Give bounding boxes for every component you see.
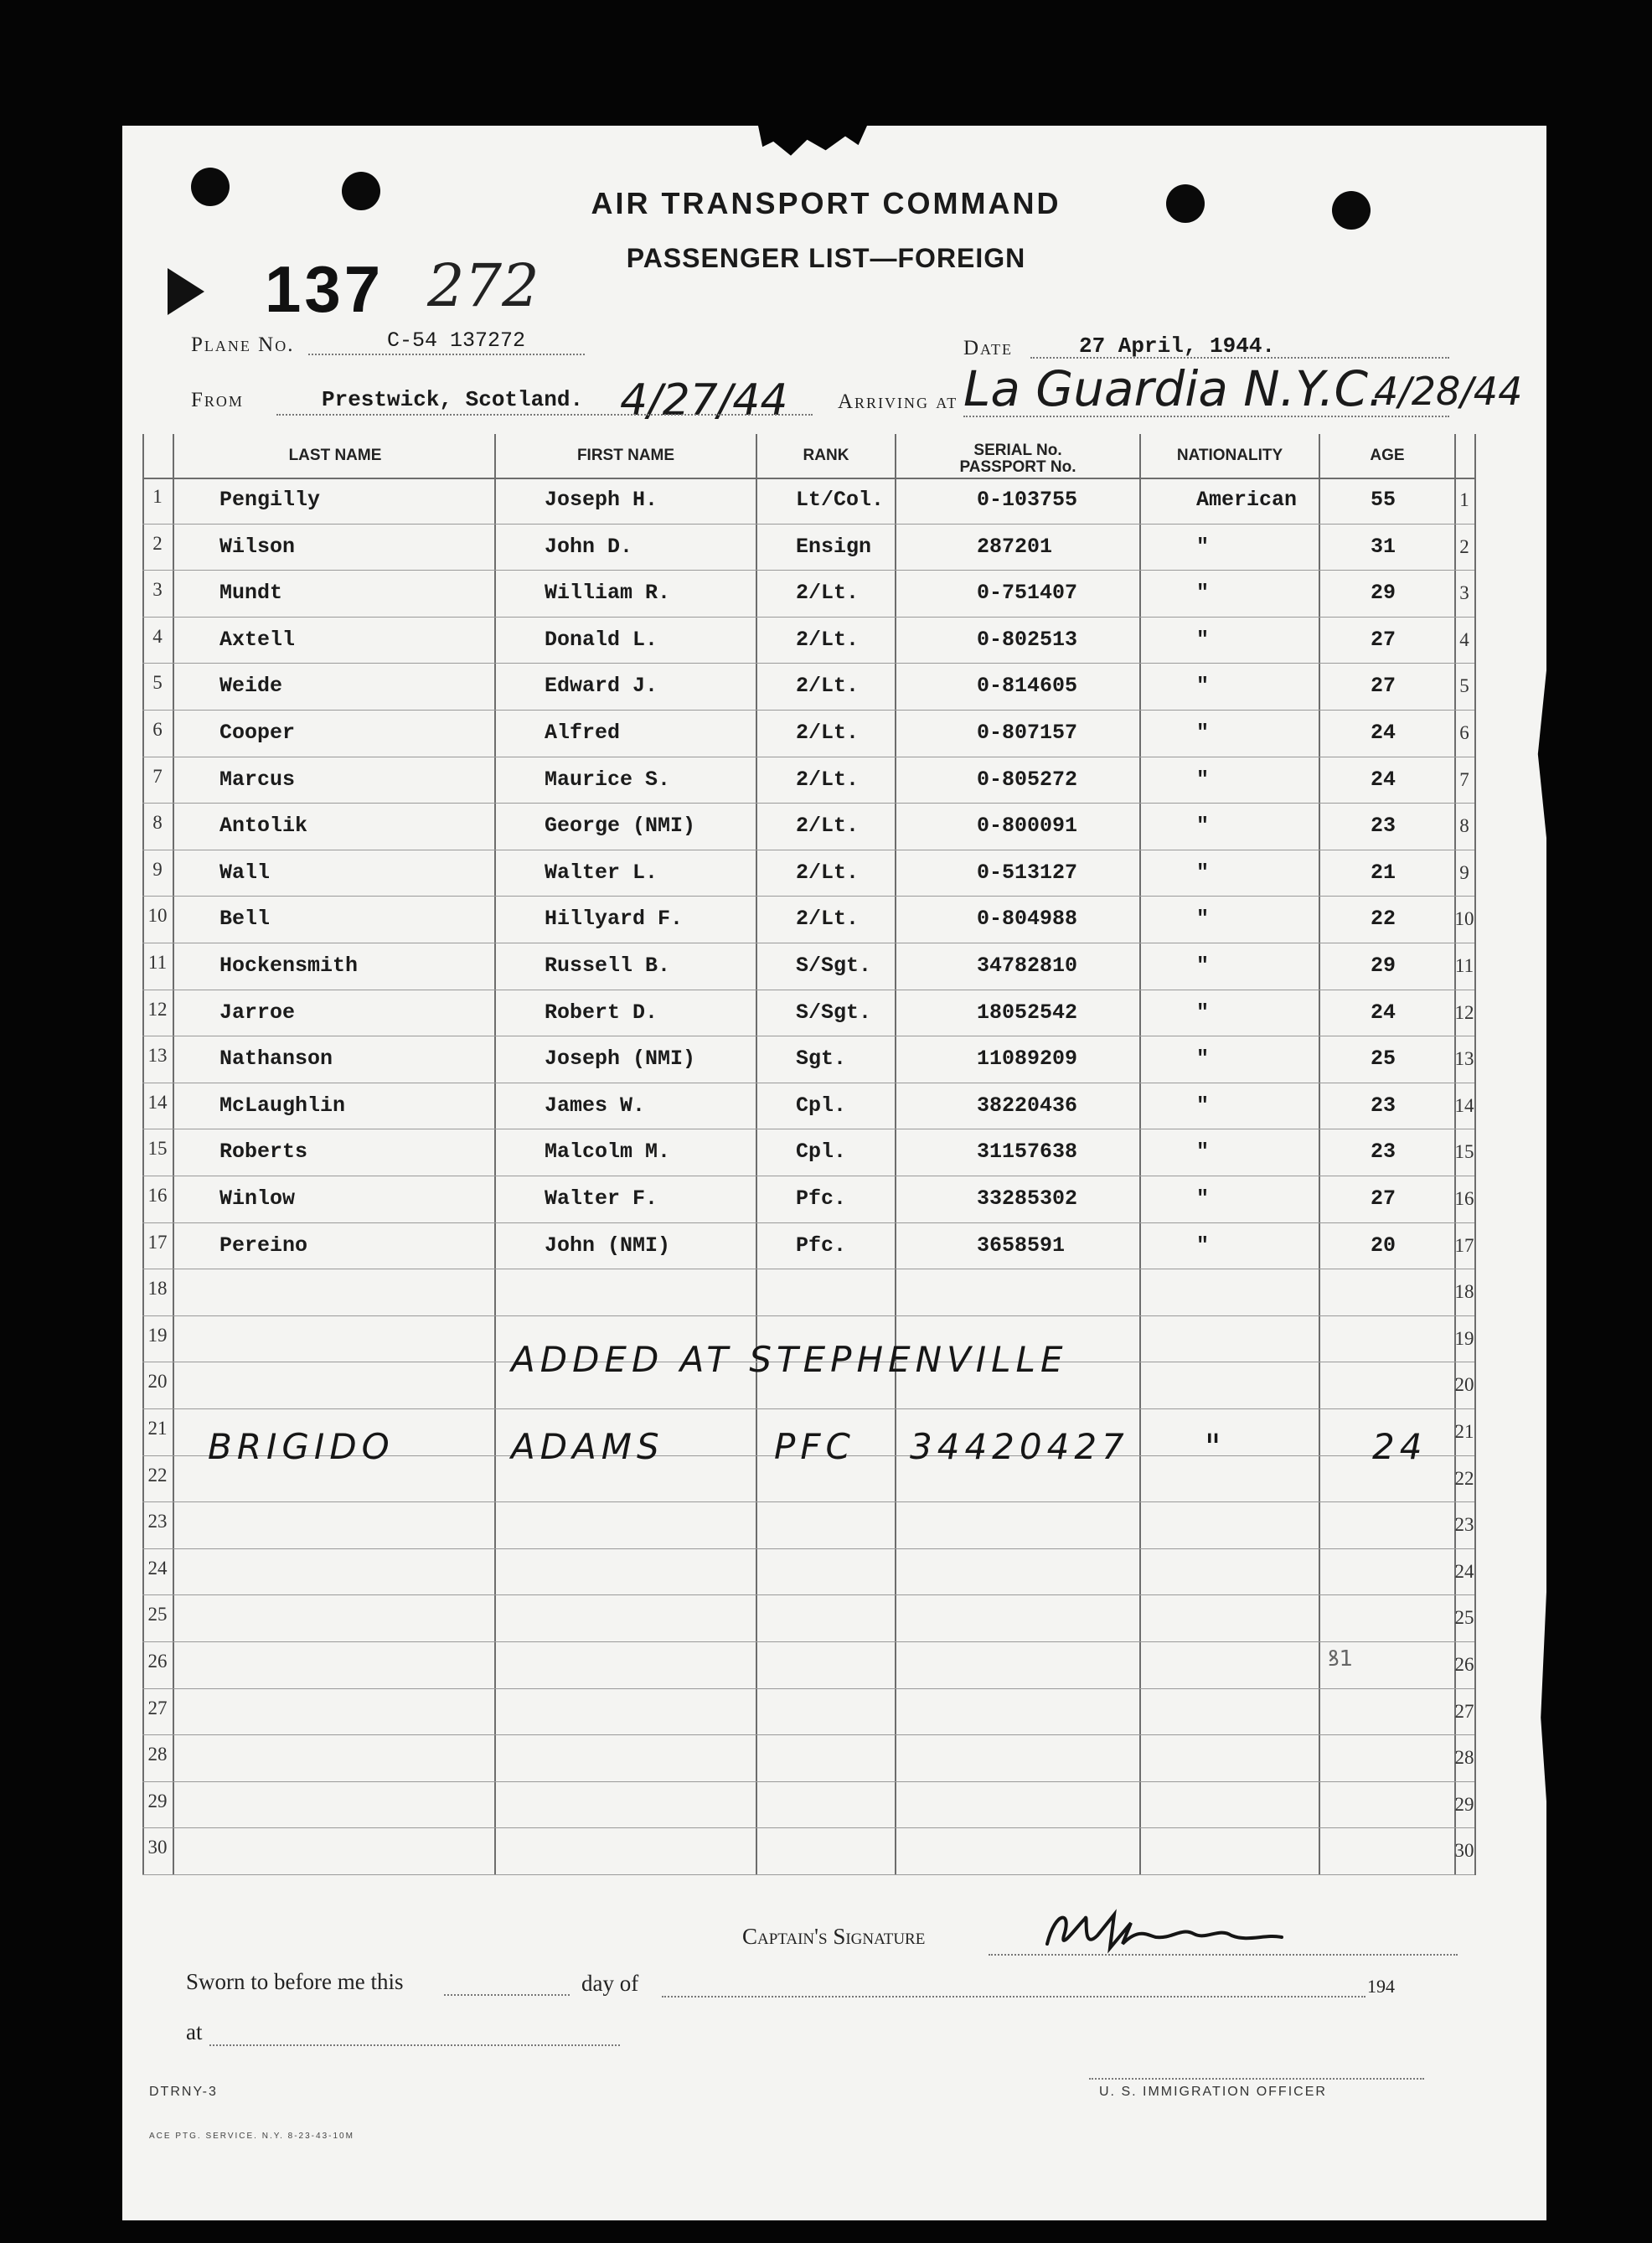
cell-first: Edward J. [545, 674, 658, 699]
cell-rank: Pfc. [796, 1233, 847, 1258]
cell-age: 27 [1371, 1186, 1396, 1211]
row-number-right: 12 [1454, 1001, 1474, 1023]
captain-signature [1039, 1902, 1290, 1961]
plane-underline [308, 354, 585, 355]
captain-signature-line [989, 1954, 1458, 1956]
passenger-table [142, 434, 1474, 1875]
cell-rank: Pfc. [796, 1186, 847, 1211]
table-row [142, 850, 1474, 897]
stamped-number: 137 [265, 252, 385, 326]
cell-first: Malcolm M. [545, 1140, 671, 1165]
cell-rank: Sgt. [796, 1047, 847, 1072]
cell-last: Roberts [219, 1140, 308, 1165]
from-handwritten-date: 4/27/44 [620, 375, 788, 426]
table-row [142, 804, 1474, 850]
cell-first: Joseph (NMI) [545, 1047, 696, 1072]
cell-nat: " [1196, 1047, 1210, 1072]
cell-serial: 0-513127 [977, 860, 1078, 885]
cell-first: Alfred [545, 721, 621, 745]
cell-last: Cooper [219, 721, 296, 745]
table-row [142, 1735, 1474, 1782]
cell-serial: 0-103755 [977, 488, 1078, 512]
cell-serial: 0-804988 [977, 907, 1078, 932]
handwritten-first-name: ADAMS [511, 1426, 664, 1467]
cell-last: Bell [219, 907, 271, 932]
row-number: 24 [147, 1557, 168, 1579]
cell-last: Jarroe [219, 1000, 296, 1025]
row-number: 2 [152, 532, 163, 554]
row-number: 13 [147, 1045, 168, 1067]
row-number-right: 13 [1454, 1048, 1474, 1070]
row-number-right: 19 [1454, 1327, 1474, 1349]
cell-age: 22 [1371, 907, 1396, 932]
sworn-label: Sworn to before me this [186, 1969, 404, 1994]
row-number: 5 [152, 672, 163, 694]
cell-nat: " [1196, 814, 1210, 839]
plane-value: C-54 137272 [387, 328, 526, 353]
table-row [142, 1223, 1474, 1270]
table-row [142, 1176, 1474, 1223]
row-number-right: 4 [1459, 628, 1469, 650]
row-number-right: 17 [1454, 1234, 1474, 1256]
row-number: 22 [147, 1464, 168, 1486]
cell-first: Joseph H. [545, 488, 658, 512]
cell-age: 23 [1371, 1140, 1396, 1165]
cell-rank: 2/Lt. [796, 627, 860, 652]
cell-serial: 0-800091 [977, 814, 1078, 839]
table-row [142, 1036, 1474, 1083]
cell-last: Mundt [219, 581, 283, 606]
row-number-right: 27 [1454, 1700, 1474, 1722]
stamped-number-overwrite: 272 [427, 251, 539, 320]
table-row [142, 1502, 1474, 1549]
arriving-handwritten: La Guardia N.Y.C. [963, 360, 1384, 417]
cell-first: Walter L. [545, 860, 658, 885]
table-row [142, 1269, 1474, 1316]
table-row [142, 1129, 1474, 1176]
cell-age: 25 [1371, 1047, 1396, 1072]
cell-age: 24 [1371, 1000, 1396, 1025]
cell-nat: " [1196, 1233, 1210, 1258]
cell-last: Pereino [219, 1233, 308, 1258]
row-number: 15 [147, 1138, 168, 1160]
table-row [142, 1549, 1474, 1596]
row-number: 11 [147, 952, 168, 973]
cell-serial: 34782810 [977, 954, 1078, 978]
row-number: 10 [147, 905, 168, 927]
cell-nat: American [1196, 488, 1298, 512]
cell-age: 29 [1371, 954, 1396, 978]
row-number: 25 [147, 1604, 168, 1625]
date-label: Date [963, 337, 1014, 359]
table-row [142, 711, 1474, 757]
cell-age: 20 [1371, 1233, 1396, 1258]
row-number: 1 [152, 486, 163, 507]
cell-first: Donald L. [545, 627, 658, 652]
cell-serial: 287201 [977, 534, 1053, 559]
cell-age: 23 [1371, 814, 1396, 839]
row-number: 6 [152, 719, 163, 740]
cell-age: 27 [1371, 674, 1396, 699]
row-number: 26 [147, 1651, 168, 1672]
table-row [142, 478, 1474, 525]
cell-age: 27 [1371, 627, 1396, 652]
date-value: 27 April, 1944. [1079, 333, 1276, 359]
table-row [142, 1642, 1474, 1689]
table-row [142, 1083, 1474, 1130]
cell-serial: 3658591 [977, 1233, 1066, 1258]
cell-age: 29 [1371, 581, 1396, 606]
row-number-right: 20 [1454, 1374, 1474, 1396]
cell-last: Axtell [219, 627, 296, 652]
row-number-right: 2 [1459, 535, 1469, 557]
cell-serial: 31157638 [977, 1140, 1078, 1165]
captain-signature-label: Captain's Signature [742, 1924, 926, 1949]
cell-last: Marcus [219, 767, 296, 792]
row-number-right: 29 [1454, 1793, 1474, 1815]
cell-first: Maurice S. [545, 767, 671, 792]
cell-nat: " [1196, 1093, 1210, 1118]
table-row [142, 1782, 1474, 1829]
row-number-right: 26 [1454, 1654, 1474, 1675]
cell-serial: 0-751407 [977, 581, 1078, 606]
row-number-right: 1 [1459, 489, 1469, 510]
cell-last: McLaughlin [219, 1093, 346, 1118]
cell-last: Antolik [219, 814, 308, 839]
cell-age: 21 [1371, 860, 1396, 885]
handwritten-added-note: ADDED AT STEPHENVILLE [511, 1339, 1068, 1380]
row-number-right: 30 [1454, 1840, 1474, 1862]
cell-last: Wilson [219, 534, 296, 559]
printer-credit: ACE PTG. SERVICE. N.Y. 8-23-43-10M [149, 2132, 354, 2141]
cell-first: James W. [545, 1093, 646, 1118]
cell-rank: S/Sgt. [796, 1000, 872, 1025]
row-number: 16 [147, 1185, 168, 1206]
cell-rank: 2/Lt. [796, 674, 860, 699]
handwritten-rank: PFC [774, 1426, 855, 1467]
cell-age: 55 [1371, 488, 1396, 512]
table-row [142, 664, 1474, 711]
col-header-age: AGE [1370, 447, 1405, 464]
row-number: 27 [147, 1697, 168, 1718]
row-number: 23 [147, 1511, 168, 1532]
handwritten-last-name: BRIGIDO [208, 1426, 395, 1467]
row-number: 14 [147, 1091, 168, 1113]
day-of-underline [662, 1996, 1365, 1998]
row-number: 19 [147, 1324, 168, 1346]
cell-age: 24 [1371, 721, 1396, 745]
col-header-rank: RANK [803, 447, 849, 464]
row-number: 18 [147, 1278, 168, 1300]
immigration-officer-label: U. S. IMMIGRATION OFFICER [1099, 2085, 1327, 2099]
table-row [142, 990, 1474, 1037]
cell-last: Pengilly [219, 488, 321, 512]
table-row [142, 525, 1474, 571]
cell-nat: " [1196, 767, 1210, 792]
cell-nat: " [1196, 721, 1210, 745]
row-number: 29 [147, 1790, 168, 1811]
day-of-label: day of [581, 1971, 639, 1996]
cell-last: Winlow [219, 1186, 296, 1211]
row-number-right: 3 [1459, 582, 1469, 604]
row-number-right: 21 [1454, 1421, 1474, 1442]
cell-last: Weide [219, 674, 283, 699]
row-number-right: 22 [1454, 1467, 1474, 1489]
row-divider [142, 1874, 1474, 1875]
cell-rank: Cpl. [796, 1093, 847, 1118]
cell-serial: 38220436 [977, 1093, 1078, 1118]
row-number: 30 [147, 1837, 168, 1858]
form-title: AIR TRANSPORT COMMAND [591, 186, 1061, 220]
table-row [142, 1689, 1474, 1736]
row-number-right: 25 [1454, 1607, 1474, 1629]
row-number: 3 [152, 579, 163, 601]
margin-scribble: ꝸ1 [1328, 1646, 1354, 1672]
row-number-right: 6 [1459, 722, 1469, 743]
cell-serial: 0-807157 [977, 721, 1078, 745]
cell-first: Hillyard F. [545, 907, 684, 932]
cell-rank: 2/Lt. [796, 581, 860, 606]
cell-first: John (NMI) [545, 1233, 671, 1258]
cell-first: Russell B. [545, 954, 671, 978]
at-label: at [186, 2019, 203, 2044]
cell-rank: 2/Lt. [796, 814, 860, 839]
cell-nat: " [1196, 627, 1210, 652]
table-row [142, 943, 1474, 990]
row-number-right: 14 [1454, 1094, 1474, 1116]
cell-last: Wall [219, 860, 271, 885]
stamp-arrow-mark [168, 268, 204, 315]
cell-first: Walter F. [545, 1186, 658, 1211]
table-row [142, 618, 1474, 664]
year-label: 194 [1367, 1976, 1395, 1997]
row-number-right: 10 [1454, 908, 1474, 930]
row-number-right: 7 [1459, 768, 1469, 790]
row-number: 8 [152, 812, 163, 834]
handwritten-age: 24 [1372, 1426, 1427, 1467]
cell-serial: 33285302 [977, 1186, 1078, 1211]
cell-rank: Lt/Col. [796, 488, 885, 512]
cell-nat: " [1196, 1186, 1210, 1211]
cell-nat: " [1196, 534, 1210, 559]
row-number-right: 24 [1454, 1560, 1474, 1582]
cell-nat: " [1196, 907, 1210, 932]
row-number: 7 [152, 765, 163, 787]
cell-nat: " [1196, 860, 1210, 885]
row-number-right: 18 [1454, 1281, 1474, 1303]
cell-last: Hockensmith [219, 954, 359, 978]
row-number-right: 15 [1454, 1141, 1474, 1163]
cell-age: 23 [1371, 1093, 1396, 1118]
table-row [142, 1828, 1474, 1875]
col-header-serial [896, 442, 1139, 476]
cell-rank: S/Sgt. [796, 954, 872, 978]
cell-first: William R. [545, 581, 671, 606]
table-row [142, 757, 1474, 804]
cell-serial: 0-802513 [977, 627, 1078, 652]
row-number: 9 [152, 858, 163, 880]
from-label: From [191, 389, 244, 411]
cell-first: George (NMI) [545, 814, 696, 839]
table-row [142, 897, 1474, 943]
at-underline [209, 2044, 620, 2046]
cell-nat: " [1196, 674, 1210, 699]
from-underline [276, 414, 813, 416]
row-number-right: 23 [1454, 1514, 1474, 1536]
handwritten-serial: 34420427 [910, 1426, 1129, 1467]
form-subtitle: PASSENGER LIST—FOREIGN [626, 243, 1026, 273]
cell-last: Nathanson [219, 1047, 333, 1072]
from-value: Prestwick, Scotland. [322, 387, 584, 412]
officer-line [1089, 2078, 1424, 2080]
date-underline [1030, 357, 1449, 359]
cell-rank: 2/Lt. [796, 907, 860, 932]
cell-rank: 2/Lt. [796, 767, 860, 792]
col-header-last-name: LAST NAME [288, 447, 382, 464]
arriving-handwritten-date: 4/28/44 [1374, 369, 1523, 414]
cell-serial: 0-814605 [977, 674, 1078, 699]
cell-serial: 0-805272 [977, 767, 1078, 792]
cell-rank: 2/Lt. [796, 721, 860, 745]
cell-nat: " [1196, 954, 1210, 978]
cell-serial: 18052542 [977, 1000, 1078, 1025]
cell-age: 31 [1371, 534, 1396, 559]
cell-nat: " [1196, 581, 1210, 606]
row-number: 4 [152, 625, 163, 647]
cell-nat: " [1196, 1000, 1210, 1025]
col-header-serial-line1: SERIAL No. [973, 442, 1062, 459]
row-number-right: 28 [1454, 1747, 1474, 1769]
cell-nat: " [1196, 1140, 1210, 1165]
cell-rank: 2/Lt. [796, 860, 860, 885]
arriving-label: Arriving at [838, 390, 958, 413]
arriving-underline [963, 416, 1449, 417]
cell-first: John D. [545, 534, 633, 559]
row-number-right: 9 [1459, 861, 1469, 883]
handwritten-nationality: " [1205, 1426, 1226, 1467]
col-header-serial-line2: PASSPORT No. [959, 458, 1076, 476]
col-header-nationality: NATIONALITY [1176, 447, 1283, 464]
row-number: 12 [147, 998, 168, 1020]
col-header-first-name: FIRST NAME [576, 447, 675, 464]
row-number-right: 8 [1459, 815, 1469, 837]
form-code: DTRNY-3 [149, 2085, 218, 2099]
row-number-right: 16 [1454, 1188, 1474, 1209]
row-number: 28 [147, 1744, 168, 1765]
cell-first: Robert D. [545, 1000, 658, 1025]
row-number: 21 [147, 1418, 168, 1439]
row-number: 17 [147, 1231, 168, 1253]
cell-rank: Ensign [796, 534, 872, 559]
cell-serial: 11089209 [977, 1047, 1078, 1072]
row-number-right: 5 [1459, 675, 1469, 697]
cell-age: 24 [1371, 767, 1396, 792]
table-row [142, 1595, 1474, 1642]
sworn-underline [444, 1994, 570, 1996]
row-number: 20 [147, 1371, 168, 1393]
table-row [142, 571, 1474, 618]
plane-label: Plane No. [191, 333, 295, 356]
row-number-right: 11 [1454, 955, 1474, 976]
cell-rank: Cpl. [796, 1140, 847, 1165]
